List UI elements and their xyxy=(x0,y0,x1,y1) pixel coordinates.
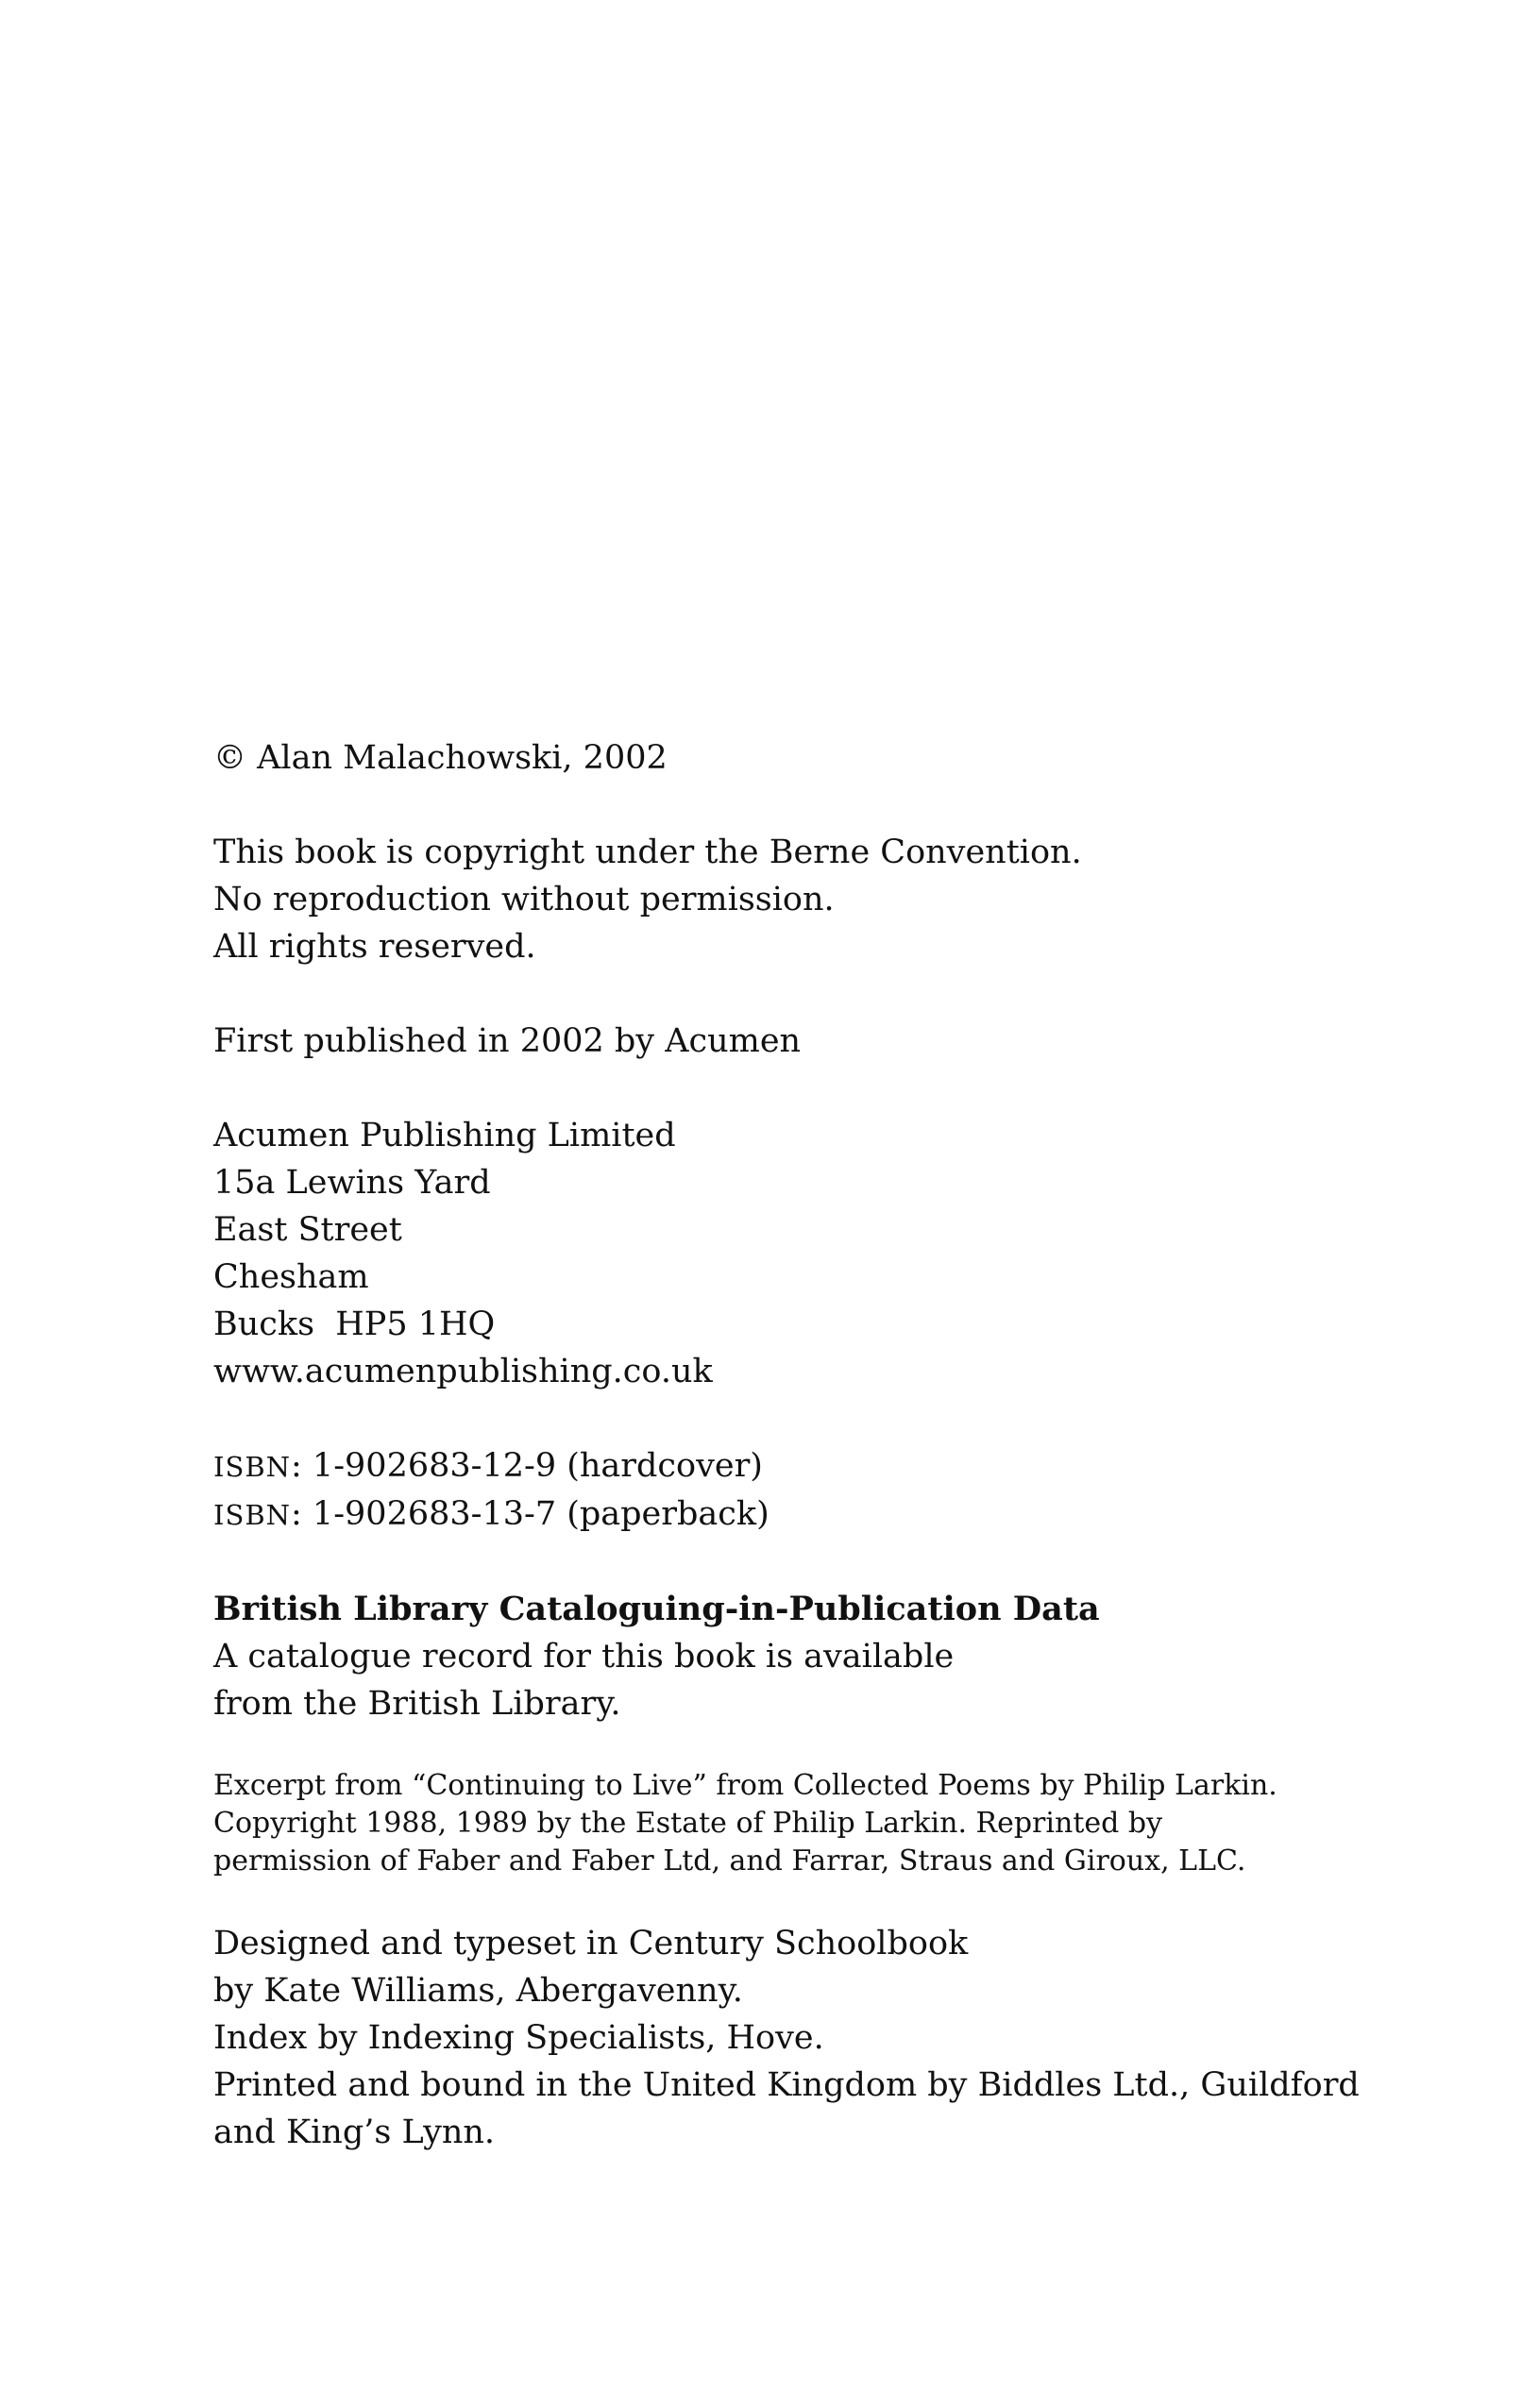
spacer xyxy=(213,970,1441,1018)
permission-note xyxy=(213,1767,1441,1880)
cip-block xyxy=(213,1586,1441,1727)
isbn-block xyxy=(213,1442,1441,1539)
publisher-address xyxy=(213,1112,1441,1395)
permission-line: Copyright 1988, 1989 by the Estate of Philip Larkin. Reprinted by xyxy=(213,1807,1163,1840)
isbn-label: ISBN xyxy=(213,1451,292,1483)
publisher-name: Acumen Publishing Limited xyxy=(213,1117,676,1154)
isbn-value: : 1-902683-12-9 (hardcover) xyxy=(291,1447,763,1485)
first-published-line: First published in 2002 by Acumen xyxy=(213,1022,802,1060)
spacer xyxy=(213,782,1441,829)
cip-line: A catalogue record for this book is available xyxy=(213,1638,955,1675)
address-line: Bucks HP5 1HQ xyxy=(213,1305,496,1343)
production-line: Printed and bound in the United Kingdom by Biddles Ltd., Guildford xyxy=(213,2066,1360,2104)
publisher-website: www.acumenpublishing.co.uk xyxy=(213,1353,713,1390)
production-line: by Kate Williams, Abergavenny. xyxy=(213,1972,743,2010)
isbn-hardcover xyxy=(213,1442,1441,1490)
cip-heading: British Library Cataloguing-in-Publication Data xyxy=(213,1590,1100,1628)
rights-line: No reproduction without permission. xyxy=(213,881,835,918)
address-line: 15a Lewins Yard xyxy=(213,1164,491,1202)
permission-line: permission of Faber and Faber Ltd, and Farrar, Straus and Giroux, LLC. xyxy=(213,1844,1246,1878)
spacer xyxy=(213,1065,1441,1112)
copyright-line: © Alan Malachowski, 2002 xyxy=(213,739,668,777)
rights-block xyxy=(213,829,1441,970)
permission-line: Excerpt from “Continuing to Live” from Collected Poems by Philip Larkin. xyxy=(213,1769,1277,1802)
isbn-label: ISBN xyxy=(213,1499,292,1531)
production-line: Designed and typeset in Century Schoolbook xyxy=(213,1925,969,1962)
address-line: Chesham xyxy=(213,1258,369,1296)
imprint-block xyxy=(213,734,1441,2156)
rights-line: This book is copyright under the Berne Convention. xyxy=(213,834,1082,871)
spacer xyxy=(213,1727,1441,1767)
spacer xyxy=(213,1539,1441,1586)
production-line: and King’s Lynn. xyxy=(213,2113,496,2151)
isbn-value: : 1-902683-13-7 (paperback) xyxy=(291,1495,770,1533)
address-line: East Street xyxy=(213,1211,402,1249)
spacer xyxy=(213,1395,1441,1442)
cip-line: from the British Library. xyxy=(213,1685,621,1723)
production-line: Index by Indexing Specialists, Hove. xyxy=(213,2019,824,2057)
isbn-paperback xyxy=(213,1490,1441,1539)
rights-line: All rights reserved. xyxy=(213,928,536,966)
production-block xyxy=(213,1920,1441,2156)
spacer xyxy=(213,1880,1441,1920)
